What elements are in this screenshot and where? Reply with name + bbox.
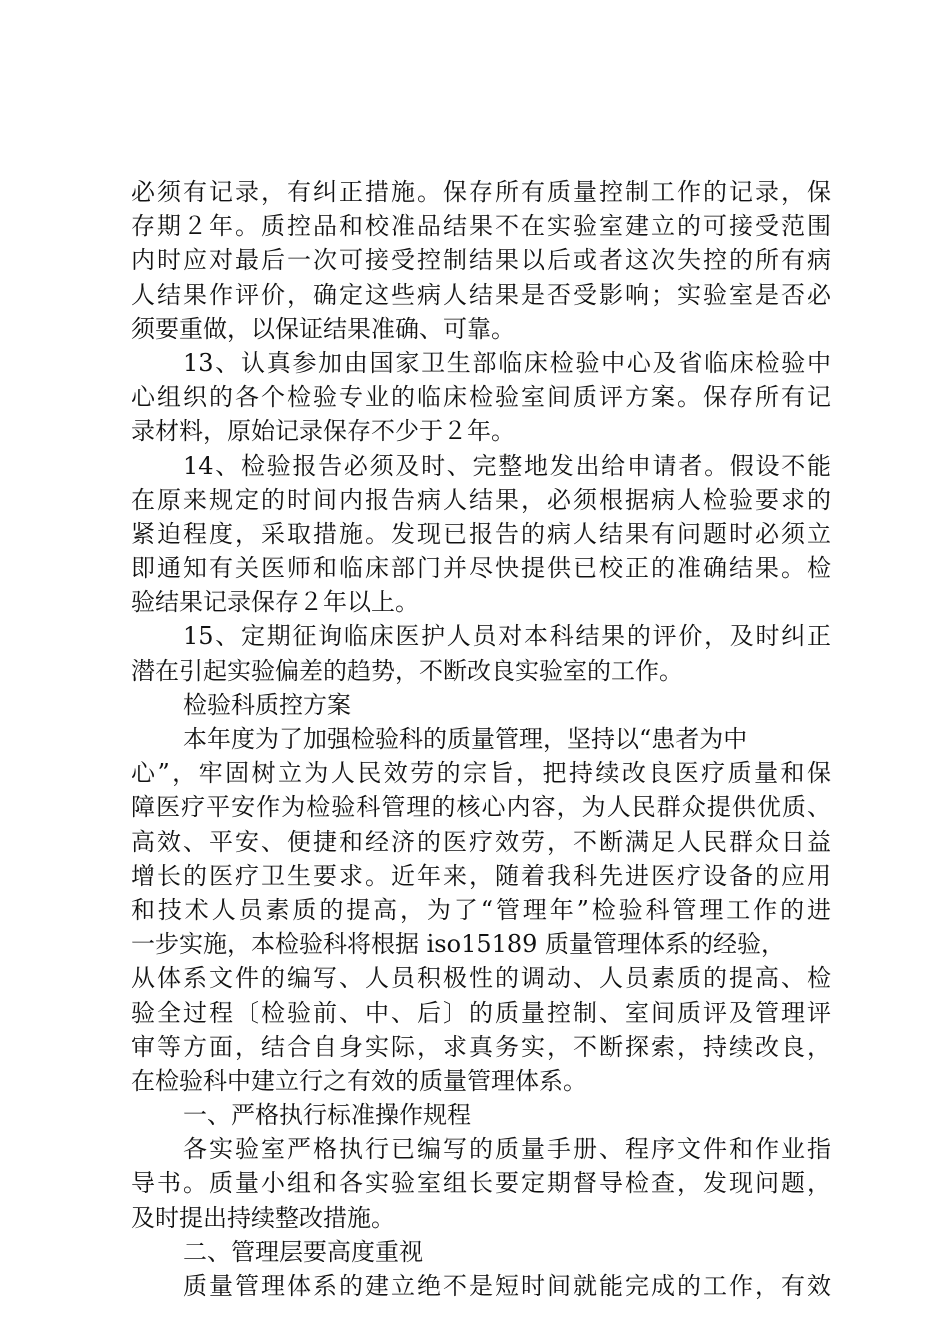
text-line: 内时应对最后一次可接受控制结果以后或者这次失控的所有病 <box>131 246 831 275</box>
text-line: 在检验科中建立行之有效的质量管理体系。 <box>131 1066 587 1095</box>
text-line: 质量管理体系的建立绝不是短时间就能完成的工作，有效 <box>183 1272 831 1300</box>
text-line: 13、认真参加由国家卫生部临床检验中心及省临床检验中 <box>183 348 831 377</box>
text-line: 录材料，原始记录保存不少于２年。 <box>131 417 515 446</box>
text-line: 及时提出持续整改措施。 <box>131 1203 395 1232</box>
text-line: 存期２年。质控品和校准品结果不在实验室建立的可接受范围 <box>131 212 831 241</box>
text-line: 心”，牢固树立为人民效劳的宗旨，把持续改良医疗质量和保 <box>131 759 831 788</box>
text-line: 导书。质量小组和各实验室组长要定期督导检查，发现问题， <box>131 1169 831 1198</box>
text-line: 各实验室严格执行已编写的质量手册、程序文件和作业指 <box>183 1135 831 1164</box>
text-line: 本年度为了加强检验科的质量管理，坚持以“患者为中 <box>183 725 748 753</box>
body-text <box>131 175 831 1303</box>
text-line: 14、检验报告必须及时、完整地发出给申请者。假设不能 <box>183 451 831 480</box>
text-line: 验全过程〔检验前、中、后〕的质量控制、室间质评及管理评 <box>131 998 831 1027</box>
text-line: 检验科质控方案 <box>183 690 351 719</box>
text-line: 即通知有关医师和临床部门并尽快提供已校正的准确结果。检 <box>131 554 831 583</box>
text-line: 紧迫程度，采取措施。发现已报告的病人结果有问题时必须立 <box>131 519 831 548</box>
text-line: 二、管理层要高度重视 <box>183 1237 423 1266</box>
text-line: 必须有记录，有纠正措施。保存所有质量控制工作的记录，保 <box>131 178 831 206</box>
text-line: 从体系文件的编写、人员积极性的调动、人员素质的提高、检 <box>131 964 831 993</box>
text-line: 一步实施，本检验科将根据 iso15189 质量管理体系的经验， <box>131 930 786 959</box>
text-line: 审等方面，结合自身实际，求真务实，不断探索，持续改良， <box>131 1032 831 1061</box>
text-line: 一、严格执行标准操作规程 <box>183 1101 471 1130</box>
text-line: 增长的医疗卫生要求。近年来，随着我科先进医疗设备的应用 <box>131 861 831 890</box>
text-line: 人结果作评价，确定这些病人结果是否受影响；实验室是否必 <box>131 280 831 309</box>
text-line: 高效、平安、便捷和经济的医疗效劳，不断满足人民群众日益 <box>131 827 831 856</box>
text-line: 心组织的各个检验专业的临床检验室间质评方案。保存所有记 <box>131 383 831 412</box>
text-line: 验结果记录保存２年以上。 <box>131 588 419 617</box>
text-line: 和技术人员素质的提高，为了“管理年”检验科管理工作的进 <box>131 895 831 924</box>
text-line: 潜在引起实验偏差的趋势，不断改良实验室的工作。 <box>131 656 683 685</box>
text-line: 15、定期征询临床医护人员对本科结果的评价，及时纠正 <box>183 622 831 651</box>
text-line: 在原来规定的时间内报告病人结果，必须根据病人检验要求的 <box>131 485 831 514</box>
text-line: 须要重做，以保证结果准确、可靠。 <box>131 314 515 343</box>
text-line: 障医疗平安作为检验科管理的核心内容，为人民群众提供优质、 <box>131 793 831 822</box>
